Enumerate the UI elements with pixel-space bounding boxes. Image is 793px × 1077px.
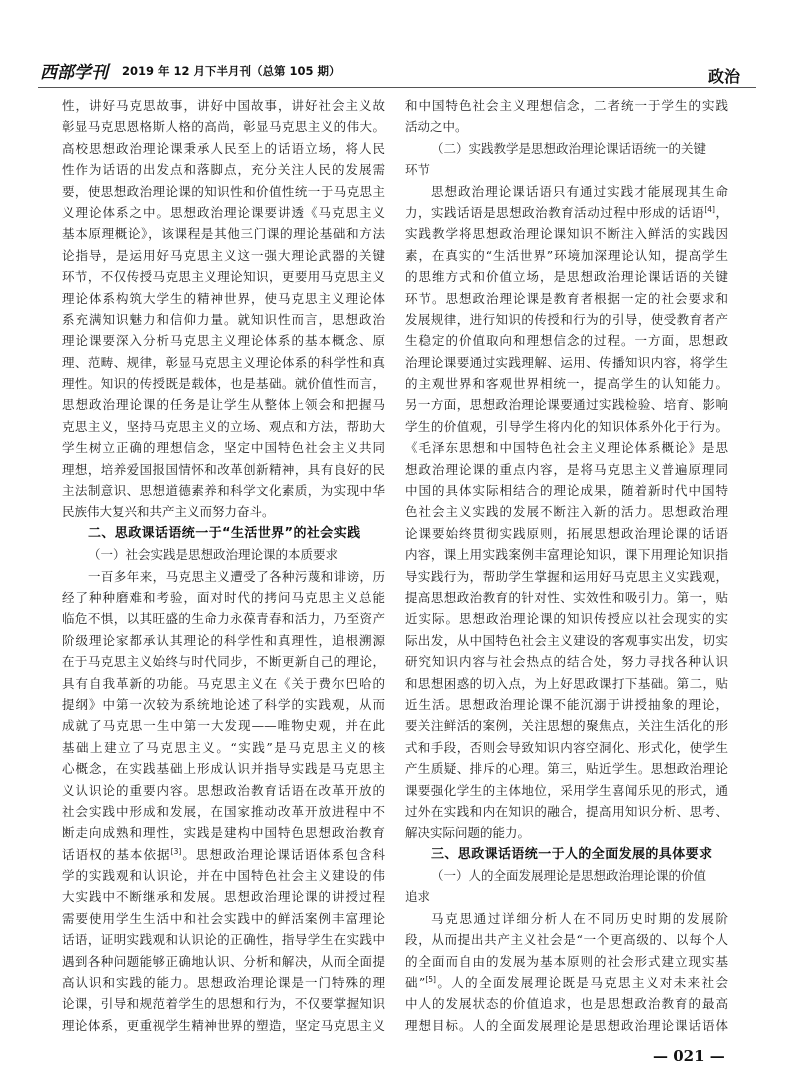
body-text-line: 克思主义，坚持马克思主义的立场、观点和方法，帮助大 bbox=[62, 418, 385, 434]
body-text-line: 基础上建立了马克思主义。“实践”是马克思主义的核 bbox=[62, 739, 385, 755]
body-text-line: 经了种种磨难和考验，面对时代的拷问马克思主义总能 bbox=[62, 589, 385, 605]
text-segment: 。思想政治理论课话语体系包含科 bbox=[181, 846, 385, 862]
body-text-line: 需要使用学生生活中和社会实践中的鲜活案例丰富理论 bbox=[62, 910, 385, 926]
citation-ref: [5] bbox=[425, 974, 436, 984]
body-text-line: 学的实践观和认识论，并在中国特色社会主义建设的伟 bbox=[62, 868, 385, 884]
body-text-line: 的思维方式和价值立场，是思想政治理论课话语的关键 bbox=[405, 269, 728, 285]
text-segment: 。人的全面发展理论既是马克思主义对未来社会 bbox=[435, 975, 728, 991]
body-text-line: 的主观世界和客观世界相统一，提高学生的认知能力。 bbox=[405, 376, 728, 392]
body-text-line: 具有自我革新的功能。马克思主义在《关于费尔巴哈的 bbox=[62, 675, 385, 691]
body-text-line: 和思想困惑的切入点，为上好思政课打下基础。第二，贴 bbox=[405, 675, 728, 691]
body-text-line: 想政治理论课的重点内容，是将马克思主义普遍原理同 bbox=[405, 461, 728, 477]
body-text-line: 素，在真实的“生活世界”环境加深理论认知，提高学生 bbox=[405, 247, 728, 263]
subsection-heading: 环节 bbox=[405, 162, 431, 178]
body-text-line: 理、范畴、规律，彰显马克思主义理论体系的科学性和真 bbox=[62, 354, 385, 370]
subsection-heading: （一）社会实践是思想政治理论课的本质要求 bbox=[88, 547, 339, 563]
body-text-line: 高校思想政治理论课秉承人民至上的话语立场，将人民 bbox=[62, 140, 385, 156]
body-text-line: 在于马克思主义始终与时代同步，不断更新自己的理论， bbox=[62, 654, 385, 670]
body-text-line: 思想政治理论课话语只有通过实践才能展现其生命 bbox=[431, 183, 728, 199]
body-text-line: 解决实际问题的能力。 bbox=[405, 825, 531, 841]
body-text-line: 高认识和实践的能力。思想政治理论课是一门特殊的理 bbox=[62, 975, 385, 991]
body-text-line: 义理论体系之中。思想政治理论课要讲透《马克思主义 bbox=[62, 204, 385, 220]
text-segment: 础” bbox=[405, 975, 426, 991]
body-text-line: 性作为话语的出发点和落脚点，充分关注人民的发展需 bbox=[62, 162, 385, 178]
section-heading: 三、思政课话语统一于人的全面发展的具体要求 bbox=[431, 846, 713, 862]
header-rule bbox=[38, 87, 756, 88]
body-text-line: 的全面而自由的发展为基本原则的社会形式建立现实基 bbox=[405, 953, 728, 969]
body-text-line: 理论体系构筑大学生的精神世界，使马克思主义理论体 bbox=[62, 290, 385, 306]
body-text-line: 社会实践中形成和发展，在国家推动改革开放进程中不 bbox=[62, 803, 385, 819]
body-text-line: 民族伟大复兴和共产主义而努力奋斗。 bbox=[62, 504, 275, 520]
body-text-line: 治理论课要通过实践理解、运用、传播知识内容，将学生 bbox=[405, 354, 728, 370]
body-text-line: 成就了马克思一生中第一大发现——唯物史观，并在此 bbox=[62, 718, 385, 734]
text-segment: 话语权的基本依据 bbox=[62, 846, 171, 862]
body-text-line: 发展规律，进行知识的传授和行为的引导，使受教育者产 bbox=[405, 311, 728, 327]
body-text-line: 学生的价值观，引导学生将内化的知识体系外化于行为。 bbox=[405, 418, 728, 434]
body-text-line: 思想政治理论课的任务是让学生从整体上领会和把握马 bbox=[62, 397, 385, 413]
body-text-line: 遇到各种问题能够正确地认识、分析和解决，从而全面提 bbox=[62, 953, 385, 969]
body-text-line: 性，讲好马克思故事，讲好中国故事，讲好社会主义故 bbox=[62, 98, 385, 113]
body-text-line: 式和手段，否则会导致知识内容空洞化、形式化，使学生 bbox=[405, 739, 728, 755]
body-text-line bbox=[405, 972, 728, 993]
text-segment: ， bbox=[714, 204, 728, 220]
body-text-line: 义认识论的重要内容。思想政治教育话语在改革开放的 bbox=[62, 782, 385, 798]
body-text-line: 课要强化学生的主体地位，采用学生喜闻乐见的形式，通 bbox=[405, 782, 728, 798]
body-text-line: 近实际。思想政治理论课的知识传授应以社会现实的实 bbox=[405, 611, 728, 627]
body-text-line: 主法制意识、思想道德素养和科学文化素质，为实现中华 bbox=[62, 483, 385, 499]
body-text-line: 理想目标。人的全面发展理论是思想政治理论课话语体 bbox=[405, 1017, 728, 1033]
body-text-line: 提纲》中第一次较为系统地论述了科学的实践观，从而 bbox=[62, 696, 385, 712]
body-text-line: 要关注鲜活的案例，关注思想的聚焦点，关注生活化的形 bbox=[405, 718, 728, 734]
journal-logo: 西部学刊 bbox=[40, 63, 108, 83]
body-text-line bbox=[62, 844, 385, 865]
right-column bbox=[405, 95, 728, 1036]
body-text-line: 论课，引导和规范着学生的思想和行为，不仅要掌握知识 bbox=[62, 996, 385, 1012]
body-text-line: 近生活。思想政治理论课不能沉溺于讲授抽象的理论， bbox=[405, 696, 728, 712]
body-text-line: 理论体系，更重视学生精神世界的塑造，坚定马克思主义 bbox=[62, 1017, 385, 1033]
subsection-heading: （二）实践教学是思想政治理论课话语统一的关键 bbox=[431, 140, 707, 156]
body-text-line: 系充满知识魅力和信仰力量。就知识性而言，思想政治 bbox=[62, 311, 385, 327]
body-text-line: 一百多年来，马克思主义遭受了各种污蔑和诽谤，历 bbox=[88, 568, 385, 584]
subsection-heading: （一）人的全面发展理论是思想政治理论课的价值 bbox=[431, 868, 707, 884]
body-text-line: 际出发，从中国特色社会主义建设的客观事实出发，切实 bbox=[405, 632, 728, 648]
body-text-line: 马克思通过详细分析人在不同历史时期的发展阶 bbox=[431, 910, 728, 926]
body-text-line: 环节，不仅传授马克思主义理论知识，更要用马克思主义 bbox=[62, 269, 385, 285]
issue-info: 2019 年 12 月下半月刊（总第 105 期） bbox=[122, 64, 341, 78]
body-text-line: 另一方面，思想政治理论课要通过实践检验、培育、影响 bbox=[405, 397, 728, 413]
body-text-line: 段，从而提出共产主义社会是“一个更高级的、以每个人 bbox=[405, 932, 728, 948]
body-text-line: 临危不惧，以其旺盛的生命力永葆青春和活力，乃至资产 bbox=[62, 611, 385, 627]
body-text-line: 提高思想政治教育的针对性、实效性和吸引力。第一，贴 bbox=[405, 589, 728, 605]
body-text-line: 《毛泽东思想和中国特色社会主义理论体系概论》是思 bbox=[405, 440, 728, 456]
body-text-line: 导实践行为，帮助学生掌握和运用好马克思主义实践观， bbox=[405, 568, 728, 584]
body-text-line: 实践教学将思想政治理论课知识不断注入鲜活的实践因 bbox=[405, 226, 728, 242]
body-text-line: 产生质疑、排斥的心理。第三，贴近学生。思想政治理论 bbox=[405, 761, 728, 777]
body-text-line: 过外在实践和内在知识的融合，提高用知识分析、思考、 bbox=[405, 803, 728, 819]
body-text-line: 基本原理概论》，该课程是其他三门课的理论基础和方法 bbox=[62, 226, 385, 242]
left-column bbox=[62, 95, 385, 1036]
body-text-line: 彰显马克思恩格斯人格的高尚，彰显马克思主义的伟大。 bbox=[62, 119, 385, 135]
body-text-line: 理想，培养爱国报国情怀和改革创新精神，具有良好的民 bbox=[62, 461, 385, 477]
page-number: — 021 — bbox=[653, 1047, 725, 1065]
body-text-line: 活动之中。 bbox=[405, 119, 468, 135]
body-text-line: 论指导，是运用好马克思主义这一强大理论武器的关键 bbox=[62, 247, 385, 263]
citation-ref: [3] bbox=[170, 846, 182, 856]
body-text-line: 和中国特色社会主义理想信念，二者统一于学生的实践 bbox=[405, 98, 728, 113]
body-text-line: 理论课要深入分析马克思主义理论体系的基本概念、原 bbox=[62, 333, 385, 349]
body-text-line: 内容，课上用实践案例丰富理论知识，课下用理论知识指 bbox=[405, 547, 728, 563]
body-text-line: 色社会主义实践的发展不断注入新的活力。思想政治理 bbox=[405, 504, 728, 520]
body-text-line: 理性。知识的传授既是载体，也是基础。就价值性而言， bbox=[62, 376, 385, 392]
body-text-line: 中人的发展状态的价值追求，也是思想政治教育的最高 bbox=[405, 996, 728, 1012]
body-text-line: 生稳定的价值取向和理想信念的过程。一方面，思想政 bbox=[405, 333, 728, 349]
body-text-line: 中国的具体实际相结合的理论成果，随着新时代中国特 bbox=[405, 483, 728, 499]
subsection-heading: 追求 bbox=[405, 889, 431, 905]
body-text-line: 大实践中不断继承和发展。思想政治理论课的讲授过程 bbox=[62, 889, 385, 905]
body-text-line: 要，使思想政治理论课的知识性和价值性统一于马克思主 bbox=[62, 183, 385, 199]
body-text-line bbox=[405, 202, 728, 223]
body-text-line: 话语，证明实践观和认识论的正确性，指导学生在实践中 bbox=[62, 932, 385, 948]
body-text-line: 论课要始终贯彻实践原则，拓展思想政治理论课的话语 bbox=[405, 525, 728, 541]
section-label: 政治 bbox=[708, 67, 741, 86]
body-text-line: 环节。思想政治理论课是教育者根据一定的社会要求和 bbox=[405, 290, 728, 306]
body-text-line: 阶级理论家都承认其理论的科学性和真理性，追根溯源 bbox=[62, 632, 385, 648]
body-text-line: 研究知识内容与社会热点的结合处，努力寻找各种认识 bbox=[405, 654, 728, 670]
section-heading: 二、思政课话语统一于“生活世界”的社会实践 bbox=[88, 525, 361, 541]
citation-ref: [4] bbox=[704, 204, 715, 214]
body-text-line: 断走向成熟和理性，实践是建构中国特色思想政治教育 bbox=[62, 825, 385, 841]
body-text-line: 学生树立正确的理想信念，坚定中国特色社会主义共同 bbox=[62, 440, 385, 456]
body-text-line: 心概念，在实践基础上形成认识并指导实践是马克思主 bbox=[62, 761, 385, 777]
text-segment: 力，实践话语是思想政治教育活动过程中形成的话语 bbox=[405, 204, 705, 220]
